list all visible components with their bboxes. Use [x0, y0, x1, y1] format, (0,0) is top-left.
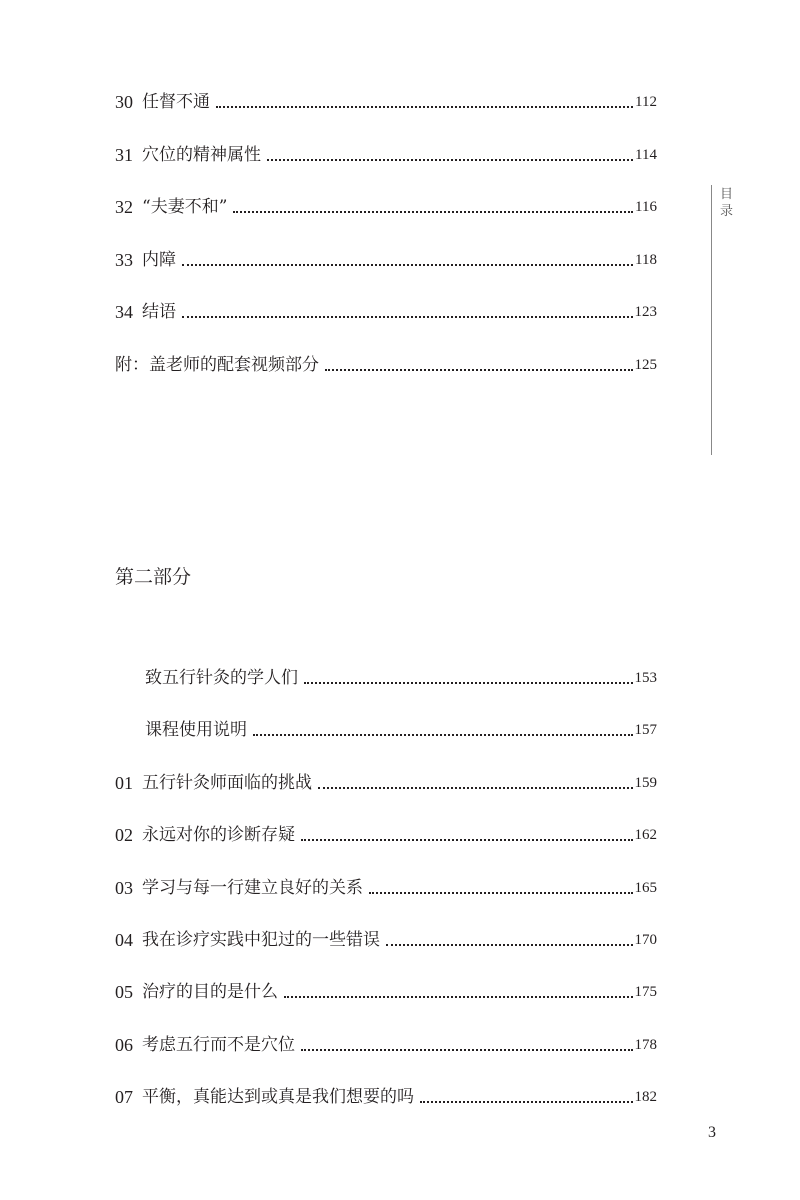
- dot-leader: [267, 159, 633, 161]
- dot-leader: [386, 944, 633, 946]
- dot-leader: [318, 787, 633, 789]
- toc-entry[interactable]: [145, 718, 657, 742]
- entry-title: “夫妻不和”: [142, 197, 228, 217]
- dot-leader: [369, 892, 633, 894]
- page-number: 3: [708, 1124, 716, 1141]
- entry-title: 内障: [142, 249, 176, 270]
- entry-page: 162: [634, 827, 657, 844]
- dot-leader: [233, 211, 633, 213]
- entry-title: 五行针灸师面临的挑战: [142, 772, 312, 793]
- entry-number: 32: [115, 197, 133, 217]
- entry-page: 112: [635, 94, 657, 110]
- toc-entry[interactable]: [115, 90, 657, 114]
- entry-title: 结语: [142, 302, 176, 322]
- entry-title: 永远对你的诊断存疑: [142, 825, 295, 846]
- dot-leader: [284, 996, 633, 998]
- dot-leader: [420, 1101, 633, 1103]
- entry-page: 175: [634, 984, 657, 1001]
- dot-leader: [325, 369, 633, 371]
- side-tab-divider: [711, 185, 712, 455]
- entry-title: 课程使用说明: [145, 720, 247, 741]
- entry-page: 114: [635, 146, 657, 163]
- entry-number: 06: [115, 1034, 133, 1055]
- side-tab-label: 目录: [720, 187, 734, 219]
- entry-page: 182: [634, 1089, 657, 1106]
- toc-entry[interactable]: [115, 771, 657, 795]
- part2-heading: 第二部分: [115, 566, 192, 588]
- entry-page: 118: [635, 251, 657, 268]
- entry-page: 116: [635, 199, 657, 215]
- entry-number: 31: [115, 144, 133, 165]
- entry-title: 穴位的精神属性: [142, 144, 261, 165]
- entry-title: 我在诊疗实践中犯过的一些错误: [142, 930, 380, 950]
- entry-number: 34: [115, 302, 133, 322]
- entry-page: 125: [634, 356, 657, 373]
- entry-title: 学习与每一行建立良好的关系: [142, 877, 363, 898]
- toc-entry[interactable]: [115, 1033, 657, 1057]
- toc-entry[interactable]: [115, 980, 657, 1004]
- dot-leader: [301, 839, 633, 841]
- entry-page: 170: [634, 932, 657, 948]
- entry-number: 07: [115, 1087, 133, 1108]
- entry-title: 考虑五行而不是穴位: [142, 1034, 295, 1055]
- entry-number: 33: [115, 249, 133, 270]
- toc-entry[interactable]: [115, 143, 657, 167]
- dot-leader: [182, 264, 633, 266]
- toc-entry[interactable]: [115, 876, 657, 900]
- toc-entry[interactable]: [115, 928, 657, 952]
- entry-title: 任督不通: [142, 92, 210, 112]
- entry-number: 02: [115, 825, 133, 846]
- entry-number: 04: [115, 930, 133, 950]
- toc-entry[interactable]: [115, 823, 657, 847]
- entry-page: 157: [634, 722, 657, 739]
- entry-number: 05: [115, 982, 133, 1003]
- entry-page: 178: [634, 1036, 657, 1053]
- toc-entry[interactable]: [145, 666, 657, 690]
- toc-entry[interactable]: [115, 300, 657, 324]
- dot-leader: [216, 106, 633, 108]
- dot-leader: [182, 316, 633, 318]
- entry-page: 153: [634, 670, 657, 686]
- entry-title: 治疗的目的是什么: [142, 982, 278, 1003]
- toc-entry[interactable]: [115, 248, 657, 272]
- dot-leader: [253, 734, 633, 736]
- toc-entry[interactable]: [115, 195, 657, 219]
- dot-leader: [301, 1049, 633, 1051]
- entry-title: 平衡，真能达到或真是我们想要的吗: [142, 1087, 414, 1108]
- dot-leader: [304, 682, 633, 684]
- toc-entry[interactable]: [115, 1085, 657, 1109]
- toc-entry[interactable]: [115, 353, 657, 377]
- entry-number: 30: [115, 92, 133, 112]
- entry-title: 附：盖老师的配套视频部分: [115, 354, 319, 375]
- entry-title: 致五行针灸的学人们: [145, 668, 298, 688]
- entry-page: 159: [634, 774, 657, 791]
- entry-page: 123: [634, 304, 657, 320]
- entry-number: 03: [115, 877, 133, 898]
- entry-number: 01: [115, 772, 133, 793]
- entry-page: 165: [634, 879, 657, 896]
